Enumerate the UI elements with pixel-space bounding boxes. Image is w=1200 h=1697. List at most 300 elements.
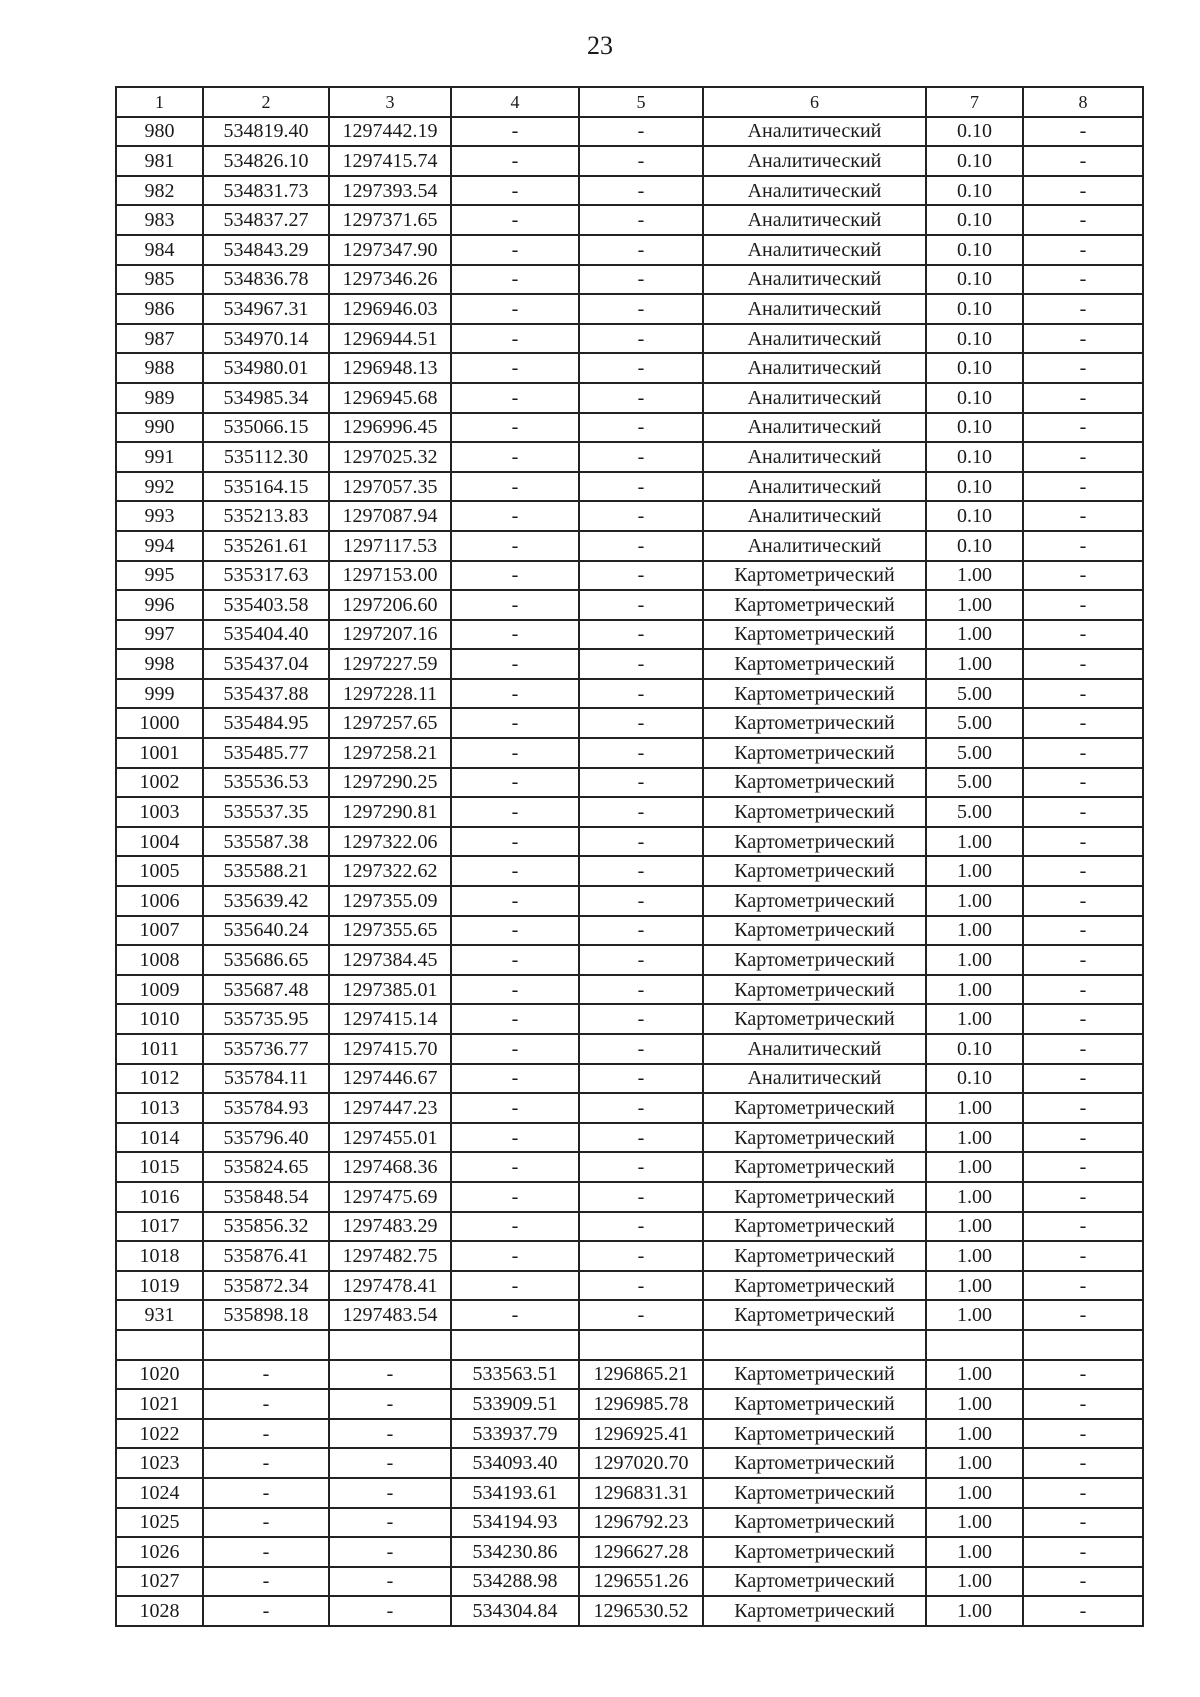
table-cell: - bbox=[1023, 442, 1143, 472]
table-cell: 1.00 bbox=[926, 886, 1023, 916]
table-cell: - bbox=[203, 1478, 329, 1508]
table-cell: 535640.24 bbox=[203, 916, 329, 946]
table-cell: 0.10 bbox=[926, 265, 1023, 295]
table-row bbox=[116, 679, 1143, 709]
table-cell: 980 bbox=[116, 117, 203, 147]
table-cell: - bbox=[1023, 1182, 1143, 1212]
table-cell: 1296551.26 bbox=[579, 1567, 703, 1597]
table-cell: - bbox=[1023, 1123, 1143, 1153]
table-cell: - bbox=[451, 1152, 579, 1182]
table-cell: - bbox=[329, 1389, 451, 1419]
table-cell: - bbox=[451, 1212, 579, 1242]
table-cell: 1018 bbox=[116, 1241, 203, 1271]
table-cell: 1.00 bbox=[926, 1508, 1023, 1538]
table-cell: 1000 bbox=[116, 708, 203, 738]
table-cell: - bbox=[579, 916, 703, 946]
table-cell: 1296996.45 bbox=[329, 413, 451, 443]
table-row bbox=[116, 738, 1143, 768]
table-cell: - bbox=[1023, 1389, 1143, 1419]
table-row bbox=[116, 1241, 1143, 1271]
table-cell: Картометрический bbox=[703, 975, 926, 1005]
table-row bbox=[116, 1300, 1143, 1330]
table-cell: - bbox=[579, 738, 703, 768]
table-cell: 1296831.31 bbox=[579, 1478, 703, 1508]
table-cell: 535736.77 bbox=[203, 1034, 329, 1064]
table-cell: - bbox=[1023, 353, 1143, 383]
table-cell: - bbox=[329, 1419, 451, 1449]
table-cell bbox=[451, 1330, 579, 1360]
table-cell: 1296530.52 bbox=[579, 1596, 703, 1626]
table-cell: - bbox=[329, 1360, 451, 1390]
table-cell: 535261.61 bbox=[203, 531, 329, 561]
table-cell: 994 bbox=[116, 531, 203, 561]
table-cell: - bbox=[579, 383, 703, 413]
table-cell: Картометрический bbox=[703, 1537, 926, 1567]
table-cell: - bbox=[451, 1123, 579, 1153]
table-row bbox=[116, 1212, 1143, 1242]
table-cell: - bbox=[451, 146, 579, 176]
table-cell: 1297087.94 bbox=[329, 501, 451, 531]
table-cell: - bbox=[451, 856, 579, 886]
table-cell bbox=[116, 1330, 203, 1360]
table-cell: 1297468.36 bbox=[329, 1152, 451, 1182]
table-row bbox=[116, 383, 1143, 413]
column-header: 2 bbox=[203, 87, 329, 117]
table-cell: 1297117.53 bbox=[329, 531, 451, 561]
table-cell: 535824.65 bbox=[203, 1152, 329, 1182]
table-cell: - bbox=[451, 561, 579, 591]
table-cell: 533937.79 bbox=[451, 1419, 579, 1449]
table-row bbox=[116, 1064, 1143, 1094]
table-cell: Аналитический bbox=[703, 1064, 926, 1094]
table-cell: - bbox=[1023, 827, 1143, 857]
table-cell: 1297483.29 bbox=[329, 1212, 451, 1242]
table-cell: 0.10 bbox=[926, 353, 1023, 383]
table-cell: 1.00 bbox=[926, 827, 1023, 857]
table-cell: 1297415.14 bbox=[329, 1004, 451, 1034]
table-cell: - bbox=[451, 679, 579, 709]
table-row bbox=[116, 235, 1143, 265]
table-cell: 1.00 bbox=[926, 649, 1023, 679]
table-cell: 534843.29 bbox=[203, 235, 329, 265]
table-cell: Картометрический bbox=[703, 1152, 926, 1182]
table-cell: - bbox=[1023, 1478, 1143, 1508]
table-row bbox=[116, 501, 1143, 531]
table-cell: - bbox=[451, 205, 579, 235]
table-cell: 1028 bbox=[116, 1596, 203, 1626]
table-cell: - bbox=[203, 1419, 329, 1449]
table-row bbox=[116, 353, 1143, 383]
table-cell: 1006 bbox=[116, 886, 203, 916]
table-cell: - bbox=[1023, 1212, 1143, 1242]
table-cell: - bbox=[203, 1360, 329, 1390]
table-cell: - bbox=[1023, 1360, 1143, 1390]
table-cell: - bbox=[1023, 413, 1143, 443]
table-cell: 535484.95 bbox=[203, 708, 329, 738]
table-cell: - bbox=[1023, 383, 1143, 413]
table-cell: - bbox=[1023, 1004, 1143, 1034]
table-cell: 1008 bbox=[116, 945, 203, 975]
table-body bbox=[116, 117, 1143, 1626]
table-row bbox=[116, 886, 1143, 916]
table-row bbox=[116, 294, 1143, 324]
table-row bbox=[116, 827, 1143, 857]
table-cell: 1297153.00 bbox=[329, 561, 451, 591]
table-cell: 1.00 bbox=[926, 1300, 1023, 1330]
table-cell: - bbox=[451, 738, 579, 768]
table-cell: 1297258.21 bbox=[329, 738, 451, 768]
table-cell: - bbox=[1023, 1448, 1143, 1478]
table-row bbox=[116, 856, 1143, 886]
table-cell: 1.00 bbox=[926, 1596, 1023, 1626]
table-cell: Аналитический bbox=[703, 501, 926, 531]
table-cell: 1010 bbox=[116, 1004, 203, 1034]
table-cell: - bbox=[1023, 679, 1143, 709]
table-cell: - bbox=[451, 383, 579, 413]
table-cell: 1027 bbox=[116, 1567, 203, 1597]
table-cell: 1.00 bbox=[926, 975, 1023, 1005]
table-cell: - bbox=[1023, 708, 1143, 738]
table-cell: 1019 bbox=[116, 1271, 203, 1301]
column-header: 6 bbox=[703, 87, 926, 117]
table-cell: - bbox=[203, 1448, 329, 1478]
table-cell: - bbox=[203, 1567, 329, 1597]
table-row bbox=[116, 1271, 1143, 1301]
table-cell: 1297355.09 bbox=[329, 886, 451, 916]
table-cell: Картометрический bbox=[703, 1241, 926, 1271]
table-row bbox=[116, 1330, 1143, 1360]
table-cell: - bbox=[579, 146, 703, 176]
table-row bbox=[116, 472, 1143, 502]
table-cell: 0.10 bbox=[926, 235, 1023, 265]
table-cell: - bbox=[579, 472, 703, 502]
table-cell: Аналитический bbox=[703, 442, 926, 472]
table-cell: 1.00 bbox=[926, 1478, 1023, 1508]
table-cell: - bbox=[579, 679, 703, 709]
table-cell: 535796.40 bbox=[203, 1123, 329, 1153]
table-cell: 988 bbox=[116, 353, 203, 383]
table-cell: 0.10 bbox=[926, 472, 1023, 502]
table-cell: - bbox=[579, 1241, 703, 1271]
table-cell: - bbox=[451, 501, 579, 531]
table-cell: Картометрический bbox=[703, 768, 926, 798]
table-cell: Картометрический bbox=[703, 886, 926, 916]
table-cell: 1297020.70 bbox=[579, 1448, 703, 1478]
table-cell: - bbox=[451, 1093, 579, 1123]
table-row bbox=[116, 1567, 1143, 1597]
table-row bbox=[116, 413, 1143, 443]
table-cell: 535876.41 bbox=[203, 1241, 329, 1271]
table-cell: Картометрический bbox=[703, 1478, 926, 1508]
table-cell: Картометрический bbox=[703, 1182, 926, 1212]
table-cell: Картометрический bbox=[703, 708, 926, 738]
table-header-row bbox=[116, 87, 1143, 117]
table-cell: 1297442.19 bbox=[329, 117, 451, 147]
table-row bbox=[116, 1004, 1143, 1034]
table-cell: 984 bbox=[116, 235, 203, 265]
table-cell: 5.00 bbox=[926, 708, 1023, 738]
table-cell bbox=[579, 1330, 703, 1360]
table-row bbox=[116, 768, 1143, 798]
table-cell: - bbox=[1023, 1271, 1143, 1301]
table-cell: Картометрический bbox=[703, 945, 926, 975]
table-cell: 1297483.54 bbox=[329, 1300, 451, 1330]
table-cell: - bbox=[1023, 265, 1143, 295]
table-cell: - bbox=[579, 294, 703, 324]
table-cell: Аналитический bbox=[703, 205, 926, 235]
table-cell: - bbox=[329, 1537, 451, 1567]
table-cell: 1296944.51 bbox=[329, 324, 451, 354]
table-cell: - bbox=[1023, 1537, 1143, 1567]
table-row bbox=[116, 531, 1143, 561]
table-cell: - bbox=[579, 176, 703, 206]
table-cell: 535872.34 bbox=[203, 1271, 329, 1301]
column-header: 8 bbox=[1023, 87, 1143, 117]
table-cell bbox=[926, 1330, 1023, 1360]
table-cell: - bbox=[579, 235, 703, 265]
table-row bbox=[116, 265, 1143, 295]
page-number: 23 bbox=[587, 31, 613, 60]
table-cell: - bbox=[451, 945, 579, 975]
table-cell: 1297455.01 bbox=[329, 1123, 451, 1153]
table-cell: - bbox=[1023, 975, 1143, 1005]
table-cell: Картометрический bbox=[703, 1212, 926, 1242]
table-cell: 1297322.62 bbox=[329, 856, 451, 886]
column-header: 5 bbox=[579, 87, 703, 117]
table-cell: - bbox=[451, 265, 579, 295]
table-cell: 1296945.68 bbox=[329, 383, 451, 413]
table-cell: 1002 bbox=[116, 768, 203, 798]
table-cell: 983 bbox=[116, 205, 203, 235]
table-cell: 535485.77 bbox=[203, 738, 329, 768]
table-cell: 535437.88 bbox=[203, 679, 329, 709]
table-row bbox=[116, 945, 1143, 975]
table-cell: - bbox=[579, 561, 703, 591]
table-cell: - bbox=[579, 1212, 703, 1242]
table-cell: - bbox=[1023, 1093, 1143, 1123]
table-cell: - bbox=[329, 1567, 451, 1597]
table-cell: - bbox=[203, 1389, 329, 1419]
table-cell: - bbox=[451, 797, 579, 827]
table-cell: 0.10 bbox=[926, 383, 1023, 413]
table-cell: - bbox=[579, 1123, 703, 1153]
table-cell: - bbox=[579, 1182, 703, 1212]
table-cell: 0.10 bbox=[926, 146, 1023, 176]
table-cell: Картометрический bbox=[703, 797, 926, 827]
table-cell bbox=[1023, 1330, 1143, 1360]
table-cell: 1297257.65 bbox=[329, 708, 451, 738]
table-cell: 535898.18 bbox=[203, 1300, 329, 1330]
table-cell: 1022 bbox=[116, 1419, 203, 1449]
table-cell: - bbox=[451, 708, 579, 738]
table-cell: - bbox=[1023, 1419, 1143, 1449]
table-cell: Аналитический bbox=[703, 146, 926, 176]
table-cell: 1.00 bbox=[926, 1093, 1023, 1123]
table-cell: 1297322.06 bbox=[329, 827, 451, 857]
table-cell: 533909.51 bbox=[451, 1389, 579, 1419]
table-cell: - bbox=[579, 442, 703, 472]
table-cell: - bbox=[1023, 945, 1143, 975]
table-cell: 1.00 bbox=[926, 620, 1023, 650]
table-cell: - bbox=[451, 353, 579, 383]
table-cell: 535588.21 bbox=[203, 856, 329, 886]
table-cell: Аналитический bbox=[703, 472, 926, 502]
table-cell: 1296792.23 bbox=[579, 1508, 703, 1538]
table-cell: 1297393.54 bbox=[329, 176, 451, 206]
table-cell: Картометрический bbox=[703, 649, 926, 679]
table-cell: - bbox=[329, 1448, 451, 1478]
column-header: 3 bbox=[329, 87, 451, 117]
table-row bbox=[116, 1034, 1143, 1064]
table-cell: - bbox=[579, 265, 703, 295]
table-cell: - bbox=[1023, 117, 1143, 147]
table-cell: - bbox=[451, 472, 579, 502]
table-cell: - bbox=[579, 1093, 703, 1123]
table-row bbox=[116, 620, 1143, 650]
table-cell: 1.00 bbox=[926, 1241, 1023, 1271]
table-cell: 535784.11 bbox=[203, 1064, 329, 1094]
table-cell: - bbox=[579, 1034, 703, 1064]
table-cell: 1009 bbox=[116, 975, 203, 1005]
table-cell: - bbox=[579, 590, 703, 620]
table-cell: 0.10 bbox=[926, 413, 1023, 443]
table-cell: - bbox=[451, 294, 579, 324]
table-cell: 5.00 bbox=[926, 797, 1023, 827]
table-cell: 1020 bbox=[116, 1360, 203, 1390]
table-cell: 535587.38 bbox=[203, 827, 329, 857]
table-cell: - bbox=[579, 1152, 703, 1182]
table-cell: Аналитический bbox=[703, 265, 926, 295]
table-cell: 535536.53 bbox=[203, 768, 329, 798]
table-cell: 535317.63 bbox=[203, 561, 329, 591]
table-cell: 986 bbox=[116, 294, 203, 324]
table-cell: 535537.35 bbox=[203, 797, 329, 827]
table-row bbox=[116, 1478, 1143, 1508]
table-cell: 534967.31 bbox=[203, 294, 329, 324]
table-cell: 1.00 bbox=[926, 1152, 1023, 1182]
table-cell: - bbox=[451, 649, 579, 679]
table-cell: Аналитический bbox=[703, 235, 926, 265]
table-cell: 1007 bbox=[116, 916, 203, 946]
table-cell: - bbox=[451, 531, 579, 561]
table-cell: Аналитический bbox=[703, 294, 926, 324]
table-cell: - bbox=[1023, 1508, 1143, 1538]
table-cell: Аналитический bbox=[703, 413, 926, 443]
table-cell: 997 bbox=[116, 620, 203, 650]
table-cell: - bbox=[1023, 1567, 1143, 1597]
table-cell: Картометрический bbox=[703, 1419, 926, 1449]
table-cell: - bbox=[579, 827, 703, 857]
table-cell: 1297478.41 bbox=[329, 1271, 451, 1301]
table-cell: Картометрический bbox=[703, 916, 926, 946]
table-cell: - bbox=[1023, 235, 1143, 265]
table-cell: 1.00 bbox=[926, 1271, 1023, 1301]
table-cell: 534819.40 bbox=[203, 117, 329, 147]
table-cell: - bbox=[579, 886, 703, 916]
table-cell: - bbox=[451, 1004, 579, 1034]
table-cell: 999 bbox=[116, 679, 203, 709]
table-cell: - bbox=[451, 916, 579, 946]
table-cell: Картометрический bbox=[703, 1508, 926, 1538]
table-cell: 1.00 bbox=[926, 945, 1023, 975]
table-cell: 1296925.41 bbox=[579, 1419, 703, 1449]
table-cell: 989 bbox=[116, 383, 203, 413]
table-cell: - bbox=[579, 708, 703, 738]
table-cell: - bbox=[451, 590, 579, 620]
table-cell: 1016 bbox=[116, 1182, 203, 1212]
table-cell: - bbox=[579, 649, 703, 679]
table-cell: - bbox=[1023, 797, 1143, 827]
table-cell: 1297355.65 bbox=[329, 916, 451, 946]
table-row bbox=[116, 442, 1143, 472]
table-cell: 1297227.59 bbox=[329, 649, 451, 679]
table-cell: Аналитический bbox=[703, 324, 926, 354]
table-cell: 1015 bbox=[116, 1152, 203, 1182]
table-cell bbox=[329, 1330, 451, 1360]
table-cell: - bbox=[1023, 1300, 1143, 1330]
table-cell: - bbox=[579, 797, 703, 827]
table-cell: - bbox=[579, 501, 703, 531]
table-cell: 1.00 bbox=[926, 1419, 1023, 1449]
table-cell: - bbox=[579, 1064, 703, 1094]
table-cell: - bbox=[1023, 1241, 1143, 1271]
table-cell: 1.00 bbox=[926, 1567, 1023, 1597]
table-cell: 981 bbox=[116, 146, 203, 176]
table-cell: 534194.93 bbox=[451, 1508, 579, 1538]
table-cell: 998 bbox=[116, 649, 203, 679]
table-cell: Картометрический bbox=[703, 738, 926, 768]
table-cell: - bbox=[451, 886, 579, 916]
table-cell: 992 bbox=[116, 472, 203, 502]
table-cell: 534837.27 bbox=[203, 205, 329, 235]
table-cell: 534980.01 bbox=[203, 353, 329, 383]
table-cell: 1.00 bbox=[926, 1182, 1023, 1212]
table-cell: - bbox=[451, 1300, 579, 1330]
table-cell: 1297290.81 bbox=[329, 797, 451, 827]
table-cell: 533563.51 bbox=[451, 1360, 579, 1390]
table-cell: 1005 bbox=[116, 856, 203, 886]
table-cell: 535164.15 bbox=[203, 472, 329, 502]
table-cell: 1.00 bbox=[926, 1123, 1023, 1153]
table-cell: 1297206.60 bbox=[329, 590, 451, 620]
table-cell: 0.10 bbox=[926, 501, 1023, 531]
table-cell: 0.10 bbox=[926, 531, 1023, 561]
table-cell: 534093.40 bbox=[451, 1448, 579, 1478]
table-cell: Картометрический bbox=[703, 1300, 926, 1330]
table-cell: 1296946.03 bbox=[329, 294, 451, 324]
table-cell: - bbox=[1023, 590, 1143, 620]
table-cell: - bbox=[579, 413, 703, 443]
table-cell: 1014 bbox=[116, 1123, 203, 1153]
table-cell: - bbox=[1023, 531, 1143, 561]
table-cell: 1296948.13 bbox=[329, 353, 451, 383]
table-row bbox=[116, 590, 1143, 620]
table-cell: 931 bbox=[116, 1300, 203, 1330]
table-cell: 1297384.45 bbox=[329, 945, 451, 975]
table-cell: - bbox=[579, 856, 703, 886]
table-row bbox=[116, 797, 1143, 827]
table-cell: - bbox=[579, 1004, 703, 1034]
table-cell: 535403.58 bbox=[203, 590, 329, 620]
table-row bbox=[116, 916, 1143, 946]
table-row bbox=[116, 1182, 1143, 1212]
table-cell: - bbox=[579, 945, 703, 975]
table-cell: 0.10 bbox=[926, 294, 1023, 324]
table-cell: 1.00 bbox=[926, 1212, 1023, 1242]
table-cell: - bbox=[451, 176, 579, 206]
table-cell: - bbox=[329, 1478, 451, 1508]
table-cell: - bbox=[1023, 176, 1143, 206]
